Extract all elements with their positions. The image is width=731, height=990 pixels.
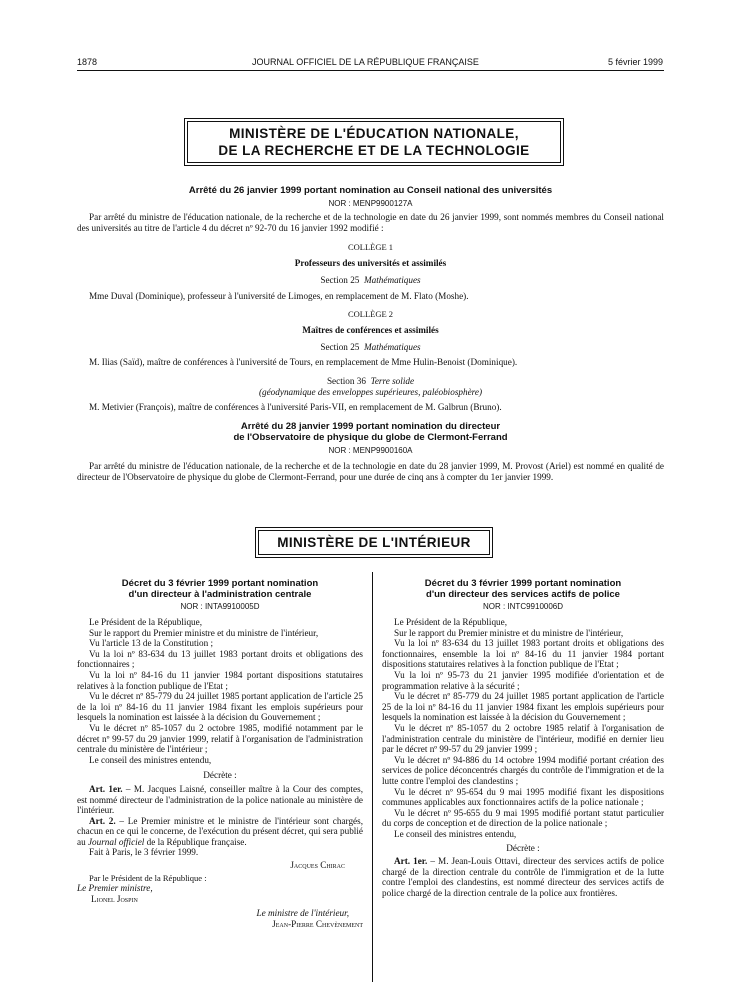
arrete2-nor: NOR : MENP9900160A [328, 446, 413, 455]
pm-title-text: Le Premier ministre, [77, 883, 153, 894]
decret-right-nor: NOR : INTC9910006D [482, 602, 564, 611]
arrete1-nor: NOR : MENP9900127A [328, 199, 413, 208]
decret-left-para: Le conseil des ministres entendu, [89, 754, 212, 765]
decret-left-para: Vu l'article 13 de la Constitution ; [89, 638, 214, 649]
ministry-education-line1: MINISTÈRE DE L'ÉDUCATION NATIONALE, [229, 126, 519, 141]
decret-right-para: Le conseil des ministres entendu, [394, 828, 517, 839]
arrete2-title-line1: Arrêté du 28 janvier 1999 portant nomination du directeur [240, 421, 501, 432]
decret-left-para: Sur le rapport du Premier ministre et du ministre de l'intérieur, [89, 627, 319, 638]
section36-subtitle: (géodynamique des enveloppes supérieures, paléobiosphère) [258, 387, 483, 397]
pm-title [77, 883, 363, 894]
column-divider [372, 572, 373, 982]
minister-name: Jean-Pierre Chevènement [272, 919, 363, 930]
entry-duval: Mme Duval (Dominique), professeur à l'université de Limoges, en remplacement de M. Flato (Moshe). [89, 291, 469, 301]
decret-right-body [382, 617, 664, 898]
decret-left-title-line2: d'un directeur à l'administration centrale [128, 589, 312, 600]
art2-label: Art. 2. [89, 815, 116, 826]
decret-right-decrete: Décrète : [506, 843, 540, 854]
decret-left-para: Vu la loi nº 83-634 du 13 juillet 1983 portant droits et obligations des fonctionnaires ; [77, 648, 363, 670]
decret-left-title [77, 578, 363, 600]
entry-ilias: M. Ilias (Saïd), maître de conférences à l'université de Tours, en remplacement de Mme Hulin-Benoist (Dominique). [89, 357, 518, 367]
decret-right-para: Vu le décret nº 85-779 du 24 juillet 1985 portant application de l'article 25 de la loi nº 84-16 du 11 janvier 1984 fixant les emplois supérieurs pour lesquels la nomination est laissée à la décision du Gouvernement ; [382, 691, 664, 723]
arrete2-text: Par arrêté du ministre de l'éducation nationale, de la recherche et de la technologie en date du 28 janvier 1999, M. Provost (Ariel) est nommé en qualité de directeur de l'Observatoire de physique du globe de Clermont-Ferrand, pour une durée de cinq ans à compter du 1er janvier 1999. [77, 461, 664, 482]
decret-right-title [382, 578, 664, 600]
group2-heading: Maîtres de conférences et assimilés [302, 325, 439, 335]
decret-left-nor: NOR : INTA9910005D [180, 602, 260, 611]
section36-name: Terre solide [370, 376, 415, 386]
decret-right-title-line1: Décret du 3 février 1999 portant nomination [424, 578, 622, 589]
decret-left-art1 [77, 784, 363, 816]
decret-right-para: Vu le décret nº 95-654 du 9 mai 1995 modifié fixant les dispositions communes applicables aux fonctionnaires actifs de la police nationale ; [382, 786, 664, 808]
decret-left-para: Le Président de la République, [89, 617, 203, 627]
decret-left-para: Vu le décret nº 85-779 du 24 juillet 1985 portant application de l'article 25 de la loi nº 84-16 du 11 janvier 1984 fixant les emplois supérieurs pour lesquels la nomination est laissée à la décision du Gouvernement ; [77, 691, 363, 723]
minister-title-text: Le ministre de l'intérieur, [256, 908, 349, 919]
decret-right-art1 [382, 856, 664, 898]
par-le-president: Par le Président de la République : [89, 872, 207, 883]
arrete2-title-line2: de l'Observatoire de physique du globe de Clermont-Ferrand [233, 432, 508, 443]
ministry-interior-title: MINISTÈRE DE L'INTÉRIEUR [277, 535, 471, 550]
decret-right-para: Vu le décret nº 94-886 du 14 octobre 1994 modifié portant création des services de police déconcentrés chargés du contrôle de l'immigration et de la lutte contre l'emploi des clandestins ; [382, 754, 664, 786]
section25a-label: Section 25 [320, 275, 360, 285]
arrete1-intro: Par arrêté du ministre de l'éducation nationale, de la recherche et de la technologie en date du 26 janvier 1999, sont nommés membres du Conseil national des universités au titre de l'article 4 du décret nº 92-70 du 16 janvier 1992 modifié : [77, 212, 664, 233]
art1-text: – M. Jean-Louis Ottavi, directeur des services actifs de police chargé de la direction centrale du contrôle de l'immigration et de la lutte contre l'emploi des clandestins, est nommé directeur des services actifs de police chargé de la direction centrale de la police aux frontières. [382, 856, 664, 898]
ministry-interior-box [255, 527, 493, 558]
college2-heading: COLLÈGE 2 [347, 309, 394, 319]
section36-heading [77, 376, 664, 387]
decret-left-para: Vu le décret nº 85-1057 du 2 octobre 1985, modifié notamment par le décret nº 99-57 du 29 janvier 1999, relatif à l'organisation de l'administration centrale du ministère de l'intérieur ; [77, 722, 363, 755]
pm-name: Lionel Jospin [91, 893, 138, 904]
decret-left [77, 578, 363, 930]
art2-text-b: de la République française. [144, 836, 247, 847]
decret-left-done: Fait à Paris, le 3 février 1999. [89, 847, 199, 858]
section25a-heading [77, 275, 664, 286]
decret-right-para: Vu le décret nº 95-655 du 9 mai 1995 modifié portant statut particulier du corps de conception et de direction de la police nationale ; [382, 807, 664, 829]
section25b-name: Mathématiques [363, 342, 421, 352]
decret-right [382, 578, 664, 898]
section25b-label: Section 25 [320, 342, 360, 352]
entry-metivier: M. Metivier (François), maître de conférences à l'université Paris-VII, en remplacement de M. Galbrun (Bruno). [89, 402, 502, 412]
signer-president: Jacques Chirac [290, 860, 345, 871]
header-date: 5 février 1999 [607, 57, 663, 67]
decret-left-art2 [77, 816, 363, 848]
decret-right-para: Le Président de la République, [394, 617, 508, 627]
decret-left-body [77, 617, 363, 930]
page-number: 1878 [77, 57, 98, 67]
decret-right-para: Vu la loi nº 95-73 du 21 janvier 1995 modifiée d'orientation et de programmation relative à la sécurité ; [382, 669, 664, 691]
art1-label: Art. 1er. [89, 783, 123, 794]
decret-left-para: Vu la loi nº 84-16 du 11 janvier 1984 portant dispositions statutaires relatives à la fonction publique de l'Etat ; [77, 669, 363, 691]
journal-title: JOURNAL OFFICIEL DE LA RÉPUBLIQUE FRANÇAISE [252, 57, 479, 67]
arrete1-title: Arrêté du 26 janvier 1999 portant nomination au Conseil national des universités [188, 185, 553, 196]
art2-journal: Journal officiel [87, 836, 145, 847]
section25b-heading [77, 342, 664, 353]
art1-text: – M. Jacques Laisné, conseiller maître à la Cour des comptes, est nommé directeur de l'administration de la police nationale au ministère de l'intérieur. [77, 783, 364, 816]
college1-heading: COLLÈGE 1 [347, 242, 394, 252]
decret-left-title-line1: Décret du 3 février 1999 portant nomination [121, 578, 319, 589]
decret-right-title-line2: d'un directeur des services actifs de police [426, 589, 620, 600]
header-rule [77, 70, 664, 71]
decret-right-para: Sur le rapport du Premier ministre et du ministre de l'intérieur, [394, 627, 624, 638]
decret-right-para: Vu la loi nº 83-634 du 13 juillet 1983 portant droits et obligations des fonctionnaires, ensemble la loi nº 84-16 du 11 janvier 1984 portant dispositions statutaires relatives à la fonction publique de l'Etat ; [382, 638, 664, 670]
decret-right-para: Vu le décret nº 85-1057 du 2 octobre 1985 relatif à l'organisation de l'administration centrale du ministère de l'intérieur, modifié en dernier lieu par le décret nº 99-57 du 29 janvier 1999 ; [382, 722, 664, 755]
decret-left-decrete: Décrète : [203, 770, 237, 781]
group1-heading: Professeurs des universités et assimilés [294, 258, 447, 268]
art1-label: Art. 1er. [394, 856, 428, 867]
section25a-name: Mathématiques [363, 275, 421, 285]
arrete2-title [77, 421, 664, 443]
section36-label: Section 36 [326, 376, 366, 386]
ministry-education-box [184, 118, 564, 166]
art2-text-a: – Le Premier ministre et le ministre de l'intérieur sont chargés, chacun en ce qui le concerne, de l'exécution du présent décret, qui sera publié au [77, 815, 363, 847]
ministry-education-line2: DE LA RECHERCHE ET DE LA TECHNOLOGIE [218, 143, 530, 158]
minister-title [77, 908, 349, 919]
